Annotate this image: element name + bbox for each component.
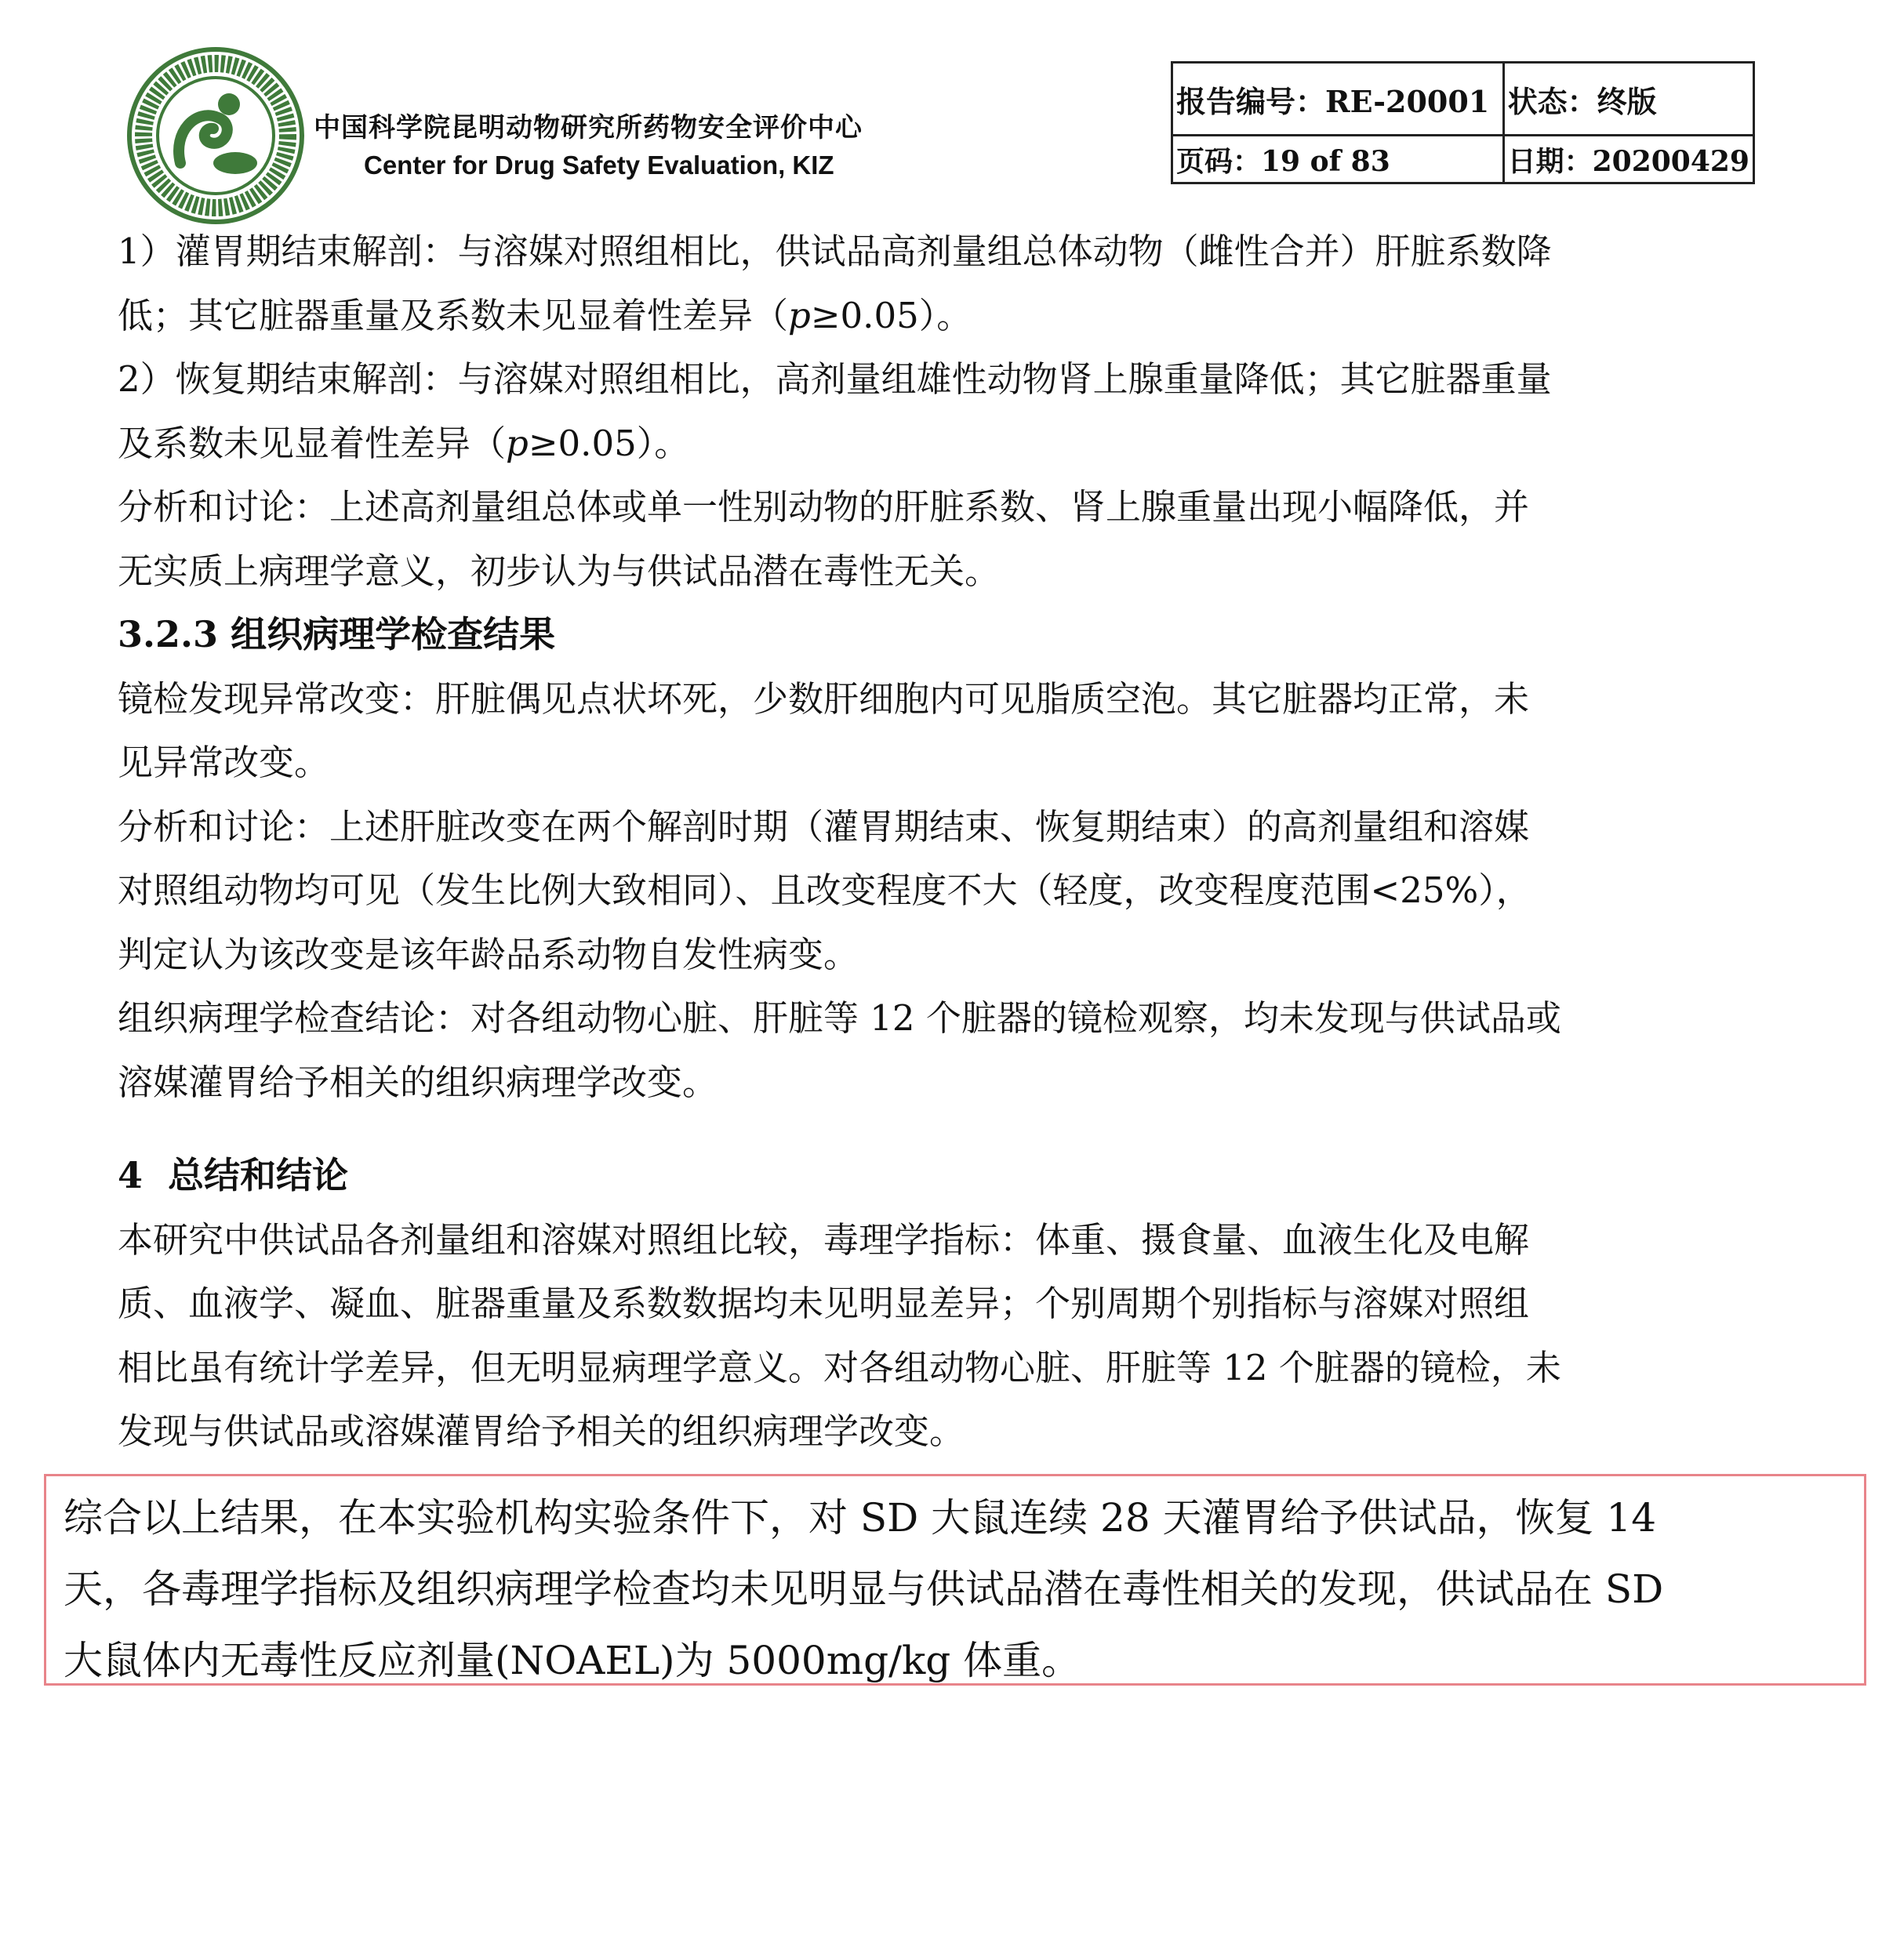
organization-name [314,106,863,180]
highlighted-conclusion-box [44,1474,1866,1686]
p-value-symbol: p [788,294,811,336]
paragraph-histopathology-discussion: 分析和讨论：上述肝脏改变在两个解剖时期（灌胃期结束、恢复期结束）的高剂量组和溶媒 对照组动物均可见（发生比例大致相同）、且改变程度不大（轻度，改变程度范围<25%）， 判定认为该改变是该年龄品系动物自发性病变。 [118,805,1531,975]
report-date: 日期：20200429 [1503,136,1753,183]
p-value-symbol: p [506,422,529,464]
report-info-table [1171,61,1755,184]
paragraph-summary: 本研究中供试品各剂量组和溶媒对照组比较，毒理学指标：体重、摄食量、血液生化及电解 质、血液学、凝血、脏器重量及系数数据均未见明显差异；个别周期个别指标与溶媒对照组 相比虽有统计学差异，但无明显病理学意义。对各组动物心脏、肝脏等 12 个脏器的镜检，未 发现与供试品或溶媒灌胃给予相关的组织病理学改变。 [118,1218,1561,1452]
conclusion-text: 综合以上结果，在本实验机构实验条件下，对 SD 大鼠连续 28 天灌胃给予供试品，恢复 14 天，各毒理学指标及组织病理学检查均未见明显与供试品潜在毒性相关的发现，供试品在 SD 大鼠体内无毒性反应剂量(NOAEL)为 5000mg/kg 体重。 [64,1495,1664,1683]
org-name-cn: 中国科学院昆明动物研究所药物安全评价中心 [314,112,863,143]
section-heading-3-2-3: 3.2.3 组织病理学检查结果 [118,613,556,655]
paragraph-recovery-necropsy: 2）恢复期结束解剖：与溶媒对照组相比，高剂量组雄性动物肾上腺重量降低；其它脏器重量 及系数未见显着性差异（p≥0.05）。 [118,358,1552,464]
paragraph-organ-discussion: 分析和讨论：上述高剂量组总体或单一性别动物的肝脏系数、肾上腺重量出现小幅降低，并 无实质上病理学意义，初步认为与供试品潜在毒性无关。 [118,486,1530,592]
report-number: 报告编号：RE-20001 [1172,63,1504,136]
section-heading-4: 4 总结和结论 [118,1154,348,1196]
paragraph-histopathology-conclusion: 组织病理学检查结论：对各组动物心脏、肝脏等 12 个脏器的镜检观察，均未发现与供试品或 溶媒灌胃给予相关的组织病理学改变。 [118,997,1561,1103]
paragraph-gavage-necropsy: 1）灌胃期结束解剖：与溶媒对照组相比，供试品高剂量组总体动物（雌性合并）肝脏系数降 低；其它脏器重量及系数未见显着性差异（p≥0.05）。 [118,230,1552,336]
report-body [118,220,1764,1464]
org-name-en: Center for Drug Safety Evaluation, KIZ [364,151,834,180]
report-status: 状态：终版 [1503,63,1753,136]
paragraph-microscopy-findings: 镜检发现异常改变：肝脏偶见点状坏死，少数肝细胞内可见脂质空泡。其它脏器均正常，未 见异常改变。 [118,677,1530,783]
page-number: 页码：19 of 83 [1172,136,1504,183]
institute-seal-logo [125,45,306,226]
